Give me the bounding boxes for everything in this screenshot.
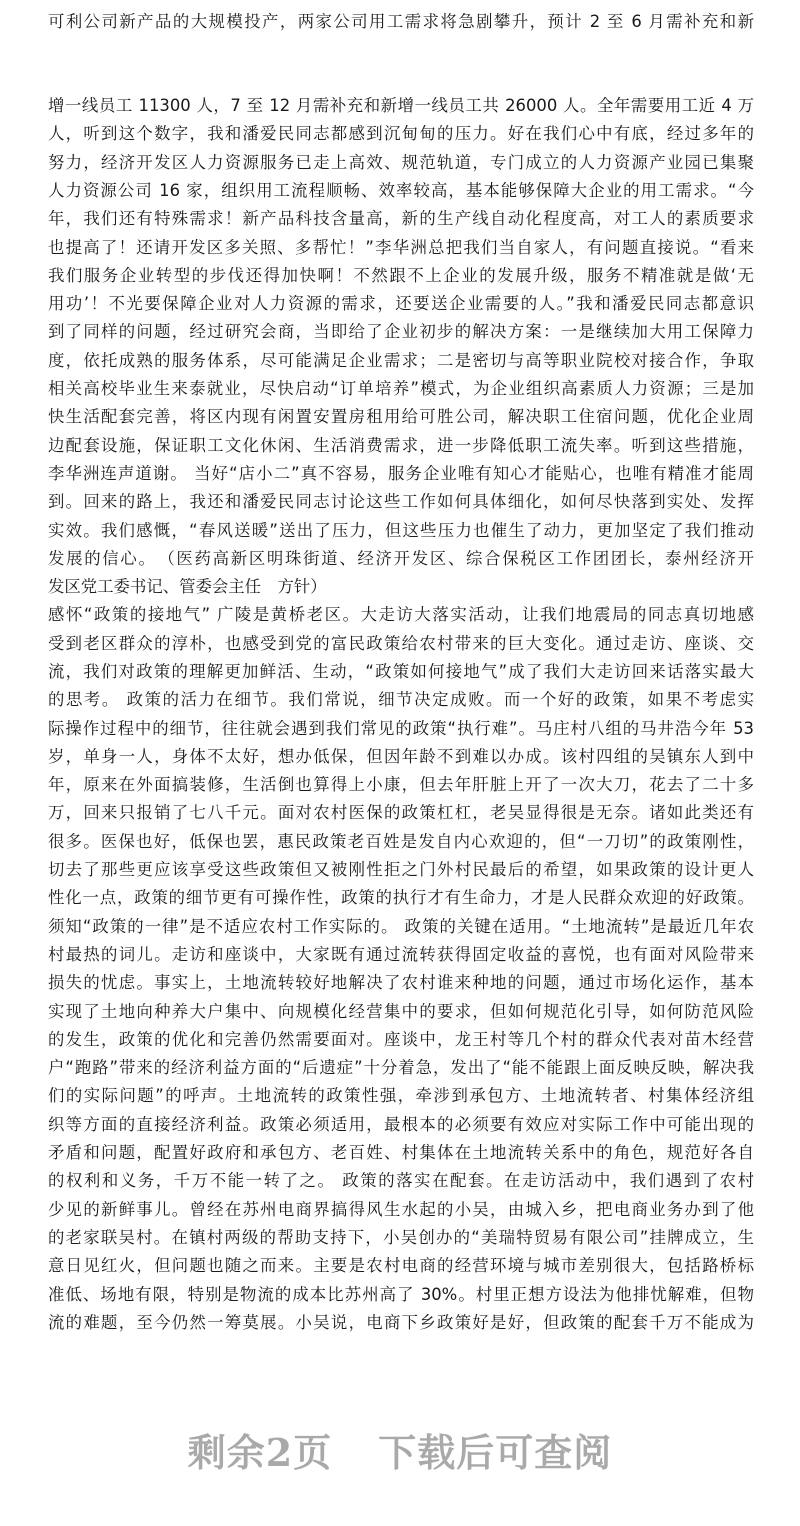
text-line: 发展的信心。 （医药高新区明珠街道、经济开发区、综合保税区工作团团长，泰州经济开 [48, 549, 754, 568]
text-line: 实现了土地向种养大户集中、向规模化经营集中的要求，但如何规范化引导，如何防范风险 [48, 1002, 754, 1021]
text-line: 很多。医保也好，低保也罢，惠民政策老百姓是发自内心欢迎的，但“一刀切”的政策刚性， [48, 832, 754, 851]
text-line: 李华洲连声道谢。 当好“店小二”真不容易，服务企业唯有知心才能贴心，也唯有精准才能周 [48, 464, 754, 483]
text-line: 岁，单身一人，身体不太好，想办低保，但因年龄不到难以办成。该村四组的吴镇东人到中 [48, 747, 754, 766]
text-line: 准低、场地有限，特别是物流的成本比苏州高了 30%。村里正想方设法为他排忧解难，但物 [48, 1285, 754, 1304]
text-line: 增一线员工 11300 人，7 至 12 月需补充和新增一线员工共 26000 人。全年需要用工近 4 万 [48, 96, 754, 115]
text-line: 感怀“政策的接地气” 广陵是黄桥老区。大走访大落实活动，让我们地震局的同志真切地感 [48, 605, 754, 624]
text-line: 快生活配套完善，将区内现有闲置安置房租用给可胜公司，解决职工住宿问题，优化企业周 [48, 407, 754, 426]
download-to-view-label[interactable]: 下载后可查阅 [378, 1430, 613, 1475]
text-line: 户“跑路”带来的经济利益方面的“后遗症”十分着急，发出了“能不能跟上面反映反映，解决我 [48, 1058, 754, 1077]
text-line: 用功’！不光要保障企业对人力资源的需求，还要送企业需要的人。”我和潘爱民同志都意识 [48, 294, 754, 313]
text-line: 村最热的词儿。走访和座谈中，大家既有通过流转获得固定收益的喜悦，也有面对风险带来 [48, 945, 754, 964]
text-line: 实效。我们感慨，“春风送暖”送出了压力，但这些压力也催生了动力，更加坚定了我们推动 [48, 521, 754, 540]
text-line: 受到老区群众的淳朴，也感受到党的富民政策给农村带来的巨大变化。通过走访、座谈、交 [48, 634, 754, 653]
download-prompt[interactable] [0, 1422, 800, 1477]
text-line: 性化一点，政策的细节更有可操作性，政策的执行才有生命力，才是人民群众欢迎的好政策。 [48, 888, 754, 907]
text-line: 边配套设施，保证职工文化休闲、生活消费需求，进一步降低职工流失率。听到这些措施， [48, 436, 754, 455]
text-line: 万，回来只报销了七八千元。面对农村医保的政策杠杠，老吴显得很是无奈。诸如此类还有 [48, 803, 754, 822]
text-line: 意日见红火，但问题也随之而来。主要是农村电商的经营环境与城市差别很大，包括路桥标 [48, 1256, 754, 1275]
text-line: 流的难题，至今仍然一筹莫展。小吴说，电商下乡政策好是好，但政策的配套千万不能成为 [48, 1313, 754, 1332]
text-line: 流，我们对政策的理解更加鲜活、生动，“政策如何接地气”成了我们大走访回来话落实最大 [48, 662, 754, 681]
text-line: 少见的新鲜事儿。曾经在苏州电商界搞得风生水起的小吴，由城入乡，把电商业务办到了他 [48, 1200, 754, 1219]
text-line: 度，依托成熟的服务体系，尽可能满足企业需求；二是密切与高等职业院校对接合作，争取 [48, 351, 754, 370]
text-line: 相关高校毕业生来泰就业，尽快启动“订单培养”模式，为企业组织高素质人力资源；三是加 [48, 379, 754, 398]
text-line: 人力资源公司 16 家，组织用工流程顺畅、效率较高，基本能够保障大企业的用工需求。“今 [48, 181, 754, 200]
text-line: 的权利和义务，千万不能一转了之。 政策的落实在配套。在走访活动中，我们遇到了农村 [48, 1171, 754, 1190]
text-line: 到。回来的路上，我还和潘爱民同志讨论这些工作如何具体细化，如何尽快落到实处、发挥 [48, 492, 754, 511]
text-line: 矛盾和问题，配置好政府和承包方、老百姓、村集体在土地流转关系中的角色，规范好各自 [48, 1143, 754, 1162]
text-line: 年，原来在外面搞装修，生活倒也算得上小康，但去年肝脏上开了一次大刀，花去了二十多 [48, 775, 754, 794]
text-line: 年，我们还有特殊需求！新产品科技含量高，新的生产线自动化程度高，对工人的素质要求 [48, 209, 754, 228]
text-line: 到了同样的问题，经过研究会商，当即给了企业初步的解决方案：一是继续加大用工保障力 [48, 322, 754, 341]
remaining-pages-label: 剩余2页 [187, 1430, 333, 1475]
text-line: 努力，经济开发区人力资源服务已走上高效、规范轨道，专门成立的人力资源产业园已集聚 [48, 153, 754, 172]
text-line: 可利公司新产品的大规模投产，两家公司用工需求将急剧攀升，预计 2 至 6 月需补充和新 [48, 12, 754, 31]
text-line: 的发生，政策的优化和完善仍然需要面对。座谈中，龙王村等几个村的群众代表对苗木经营 [48, 1030, 754, 1049]
text-line: 际操作过程中的细节，往往就会遇到我们常见的政策“执行难”。马庄村八组的马井浩今年 53 [48, 719, 754, 738]
text-line: 也提高了！还请开发区多关照、多帮忙！”李华洲总把我们当自家人，有问题直接说。“看来 [48, 238, 754, 257]
text-line: 发区党工委书记、管委会主任 方针） [48, 577, 327, 596]
text-line: 切去了那些更应该享受这些政策但又被刚性拒之门外村民最后的希望，如果政策的设计更人 [48, 860, 754, 879]
text-line: 我们服务企业转型的步伐还得加快啊！不然跟不上企业的发展升级，服务不精准就是做‘无 [48, 266, 754, 285]
text-line: 的老家联吴村。在镇村两级的帮助支持下，小吴创办的“美瑞特贸易有限公司”挂牌成立，生 [48, 1228, 754, 1247]
text-line: 的思考。 政策的活力在细节。我们常说，细节决定成败。而一个好的政策，如果不考虑实 [48, 690, 754, 709]
text-line: 人，听到这个数字，我和潘爱民同志都感到沉甸甸的压力。好在我们心中有底，经过多年的 [48, 124, 754, 143]
text-line: 损失的忧虑。事实上，土地流转较好地解决了农村谁来种地的问题，通过市场化运作，基本 [48, 973, 754, 992]
text-line: 们的实际问题”的呼声。土地流转的政策性强，牵涉到承包方、土地流转者、村集体经济组 [48, 1086, 754, 1105]
text-line: 须知“政策的一律”是不适应农村工作实际的。 政策的关键在适用。“土地流转”是最近几年农 [48, 917, 754, 936]
text-line: 织等方面的直接经济利益。政策必须适用，最根本的必须要有效应对实际工作中可能出现的 [48, 1115, 754, 1134]
